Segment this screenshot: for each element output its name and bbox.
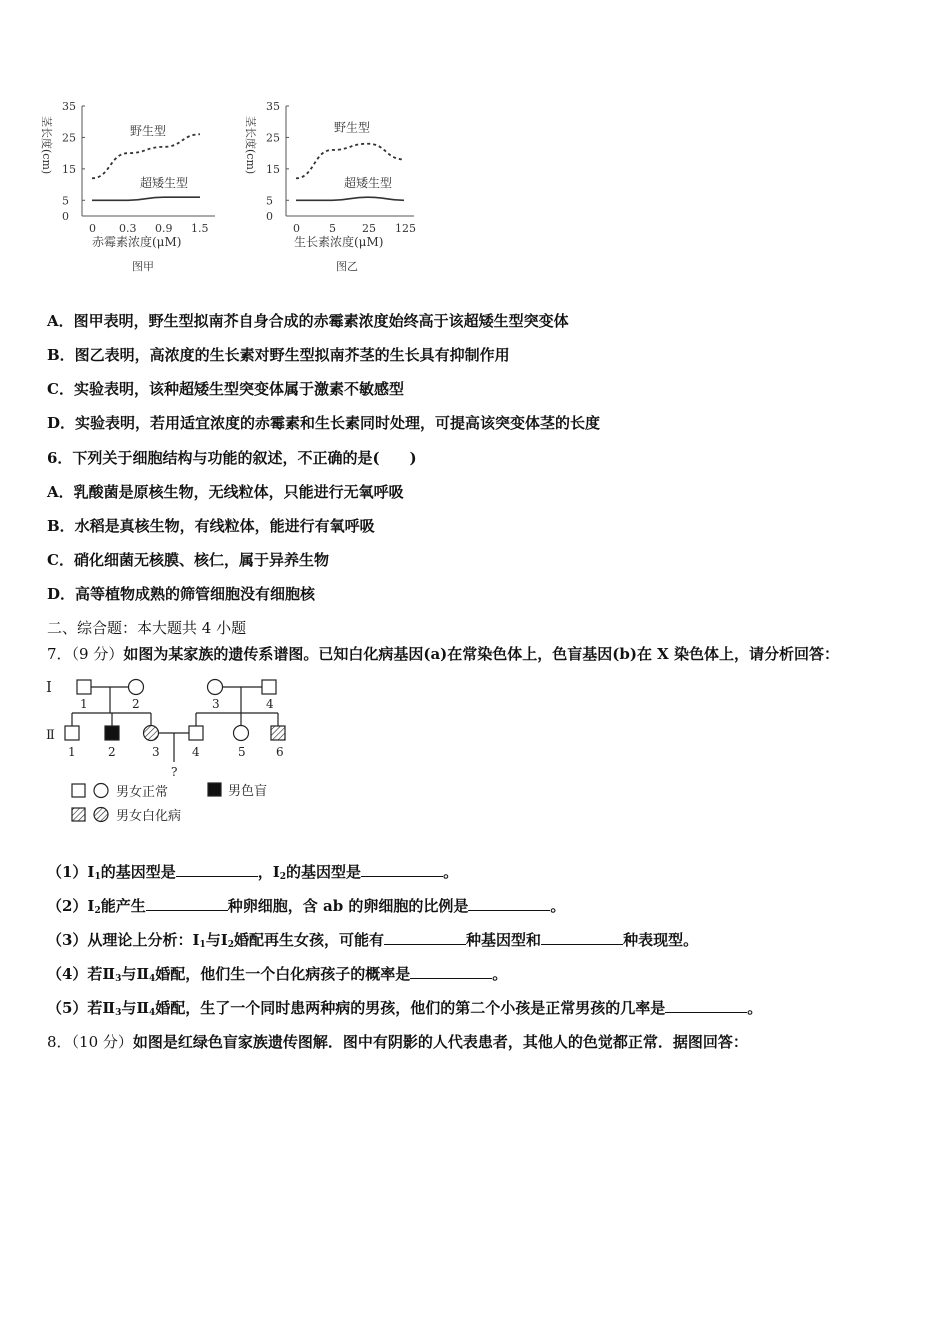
chart-jia-caption: 图甲 [132, 260, 154, 273]
q7-sub3-part-d: 种基因型和 [466, 931, 542, 949]
chart-jia-ytick-label: 25 [62, 131, 76, 145]
pedigree-num-I3: 3 [212, 697, 220, 711]
q7-sub2-part-c: 种卵细胞，含 ab 的卵细胞的比例是 [227, 897, 469, 915]
chart-jia-ytick-label: 15 [62, 162, 76, 176]
q7-sub3-subscript-2: 2 [227, 940, 235, 950]
q6-option-a: A．乳酸菌是原核生物，无线粒体，只能进行无氧呼吸 [47, 483, 404, 501]
figure-charts [40, 98, 420, 278]
chart-jia-series-dwarf [92, 197, 200, 200]
pedigree-I3-normal-female [208, 680, 223, 695]
q6-option-d: D．高等植物成熟的筛管细胞没有细胞核 [47, 585, 316, 603]
q7-sub3 [47, 929, 698, 955]
chart-yi-series-dwarf [296, 197, 404, 200]
pedigree-num-II5: 5 [238, 745, 246, 759]
pedigree-num-II4: 4 [192, 745, 200, 759]
pedigree-unknown-child: ? [171, 765, 178, 779]
pedigree-II3-albino-female [144, 726, 159, 741]
q7-sub3-part-e: 种表现型。 [623, 931, 699, 949]
chart-jia-xlabel: 赤霉素浓度(μM) [92, 235, 182, 249]
legend-normal-male-symbol [72, 784, 85, 797]
chart-yi-series-wild-type [296, 144, 404, 179]
answer-blank[interactable] [361, 861, 443, 877]
pedigree-I1-normal-male [77, 680, 91, 694]
pedigree-II6-albino-male [271, 726, 285, 740]
chart-jia [40, 100, 215, 273]
chart-yi-ylabel: 茎长度(cm) [244, 116, 257, 175]
legend-colorblind-male-symbol [208, 783, 221, 796]
chart-yi-ytick-label: 15 [266, 162, 280, 176]
chart-yi-xlabel: 生长素浓度(μM) [294, 235, 384, 249]
chart-jia-ytick-label: 0 [62, 210, 69, 223]
q7-stem-line [47, 644, 839, 664]
pedigree-chart [40, 672, 320, 832]
pedigree-num-II1: 1 [68, 745, 76, 759]
q7-sub1-subscript-1: 1 [94, 872, 101, 882]
q7-sub3-part-a: （3）从理论上分析：Ⅰ [47, 931, 200, 949]
chart-yi [244, 100, 416, 273]
q5-option-d: D．实验表明，若用适宜浓度的赤霉素和生长素同时处理，可提高该突变体茎的长度 [47, 414, 601, 432]
chart-jia-series-wild-type [92, 134, 200, 178]
answer-blank[interactable] [665, 997, 747, 1013]
pedigree-num-II3: 3 [152, 745, 160, 759]
q7-stem: 如图为某家族的遗传系谱图。已知白化病基因(a)在常染色体上，色盲基因(b)在 X 染色体上，请分析回答： [123, 645, 840, 663]
answer-blank[interactable] [176, 861, 258, 877]
q6-stem: 6．下列关于细胞结构与功能的叙述，不正确的是( ) [47, 449, 417, 467]
answer-blank[interactable] [146, 895, 228, 911]
chart-jia-xtick-label: 1.5 [191, 222, 209, 235]
generation-2-label: Ⅱ [46, 728, 55, 743]
generation-1-label: Ⅰ [46, 678, 52, 696]
chart-yi-caption: 图乙 [336, 260, 358, 273]
q7-sub1-part-e: 。 [443, 863, 459, 881]
q7-sub2 [47, 895, 565, 921]
q7-sub4-part-c: 婚配，他们生一个白化病孩子的概率是 [155, 965, 411, 983]
pedigree-II5-normal-female [234, 726, 249, 741]
q7-sub5-part-e: 。 [747, 999, 763, 1017]
q7-sub1-part-b: 的基因型是 [100, 863, 176, 881]
q7-sub2-part-a: （2）Ⅰ [47, 897, 95, 915]
pedigree-num-I4: 4 [266, 697, 274, 711]
q7-sub2-part-b: 能产生 [100, 897, 146, 915]
chart-yi-xtick-label: 25 [362, 222, 376, 235]
chart-jia-xtick-label: 0.9 [155, 222, 173, 235]
chart-yi-ytick-label: 0 [266, 210, 273, 223]
q6-option-c: C．硝化细菌无核膜、核仁，属于异养生物 [47, 551, 329, 569]
pedigree-num-II6: 6 [276, 745, 284, 759]
chart-yi-ytick-label: 25 [266, 131, 280, 145]
chart-jia-series-label: 超矮生型 [140, 176, 189, 191]
legend-albino-label: 男女白化病 [116, 809, 182, 824]
chart-jia-xtick-label: 0 [89, 222, 96, 235]
chart-jia-ytick-label: 35 [62, 100, 76, 113]
chart-jia-xtick-label: 0.3 [119, 222, 137, 235]
q7-sub3-subscript-1: 1 [199, 940, 206, 950]
q5-option-b: B．图乙表明，高浓度的生长素对野生型拟南芥茎的生长具有抑制作用 [47, 346, 510, 364]
legend-normal-female-symbol [94, 784, 108, 798]
answer-blank[interactable] [541, 929, 623, 945]
pedigree-num-I2: 2 [132, 697, 140, 711]
q7-sub3-part-b: 与Ⅰ [205, 931, 228, 949]
pedigree-II4-normal-male [189, 726, 203, 740]
pedigree-II1-normal-male [65, 726, 79, 740]
q8-stem: 如图是红绿色盲家族遗传图解．图中有阴影的人代表患者，其他人的色觉都正常．据图回答： [132, 1033, 748, 1051]
chart-yi-xtick-label: 125 [395, 222, 416, 235]
pedigree-num-II2: 2 [108, 745, 116, 759]
q7-sub1 [47, 861, 458, 887]
q7-sub5-subscript-1: 3 [115, 1008, 122, 1018]
pedigree-I4-normal-male [262, 680, 276, 694]
q7-sub4-subscript-2: 4 [149, 974, 156, 984]
q7-sub4-subscript-1: 3 [115, 974, 122, 984]
q7-sub5-subscript-2: 4 [149, 1008, 156, 1018]
section-2-title: 二、综合题：本大题共 4 小题 [47, 619, 247, 637]
q8-prefix: 8．（10 分） [47, 1033, 133, 1051]
q7-sub1-part-d: 的基因型是 [286, 863, 362, 881]
pedigree-II2-colorblind-male [105, 726, 119, 740]
q7-sub5 [47, 997, 762, 1023]
chart-yi-series-label: 野生型 [334, 120, 371, 135]
answer-blank[interactable] [384, 929, 466, 945]
q7-sub4-part-e: 。 [492, 965, 508, 983]
chart-jia-series-label: 野生型 [130, 123, 167, 138]
q7-sub2-part-e: 。 [550, 897, 566, 915]
pedigree-num-I1: 1 [80, 697, 88, 711]
q6-option-b: B．水稻是真核生物，有线粒体，能进行有氧呼吸 [47, 517, 375, 535]
q7-sub5-part-b: 与Ⅱ [121, 999, 150, 1017]
q7-sub3-part-c: 婚配再生女孩，可能有 [234, 931, 385, 949]
legend-normal-label: 男女正常 [116, 785, 169, 800]
q7-sub5-part-a: （5）若Ⅱ [47, 999, 116, 1017]
q5-option-a: A．图甲表明，野生型拟南芥自身合成的赤霉素浓度始终高于该超矮生型突变体 [47, 312, 569, 330]
chart-yi-ytick-label: 35 [266, 100, 280, 113]
legend-albino-female-symbol [94, 808, 108, 822]
q7-sub4-part-b: 与Ⅱ [121, 965, 150, 983]
chart-jia-ylabel: 茎长度(cm) [40, 116, 53, 175]
q7-sub4-part-a: （4）若Ⅱ [47, 965, 116, 983]
pedigree-I2-normal-female [129, 680, 144, 695]
q7-sub2-subscript-1: 2 [94, 906, 101, 916]
chart-jia-ytick-label: 5 [62, 194, 69, 208]
answer-blank[interactable] [410, 963, 492, 979]
chart-yi-series-label: 超矮生型 [344, 176, 393, 191]
legend-albino-male-symbol [72, 808, 85, 821]
chart-yi-xtick-label: 0 [293, 222, 300, 235]
q8-stem-line [47, 1032, 748, 1052]
chart-yi-xtick-label: 5 [329, 222, 336, 235]
q5-option-c: C．实验表明，该种超矮生型突变体属于激素不敏感型 [47, 380, 404, 398]
q7-sub1-part-c: ，Ⅰ [257, 863, 280, 881]
chart-yi-ytick-label: 5 [266, 194, 273, 208]
q7-sub4 [47, 963, 507, 989]
answer-blank[interactable] [468, 895, 550, 911]
q7-sub5-part-c: 婚配，生了一个同时患两种病的男孩，他们的第二个小孩是正常男孩的几率是 [155, 999, 666, 1017]
q7-sub1-subscript-2: 2 [279, 872, 287, 882]
q7-sub1-part-a: （1）Ⅰ [47, 863, 95, 881]
legend-colorblind-label: 男色盲 [228, 784, 268, 799]
q7-prefix: 7．（9 分） [47, 645, 124, 663]
